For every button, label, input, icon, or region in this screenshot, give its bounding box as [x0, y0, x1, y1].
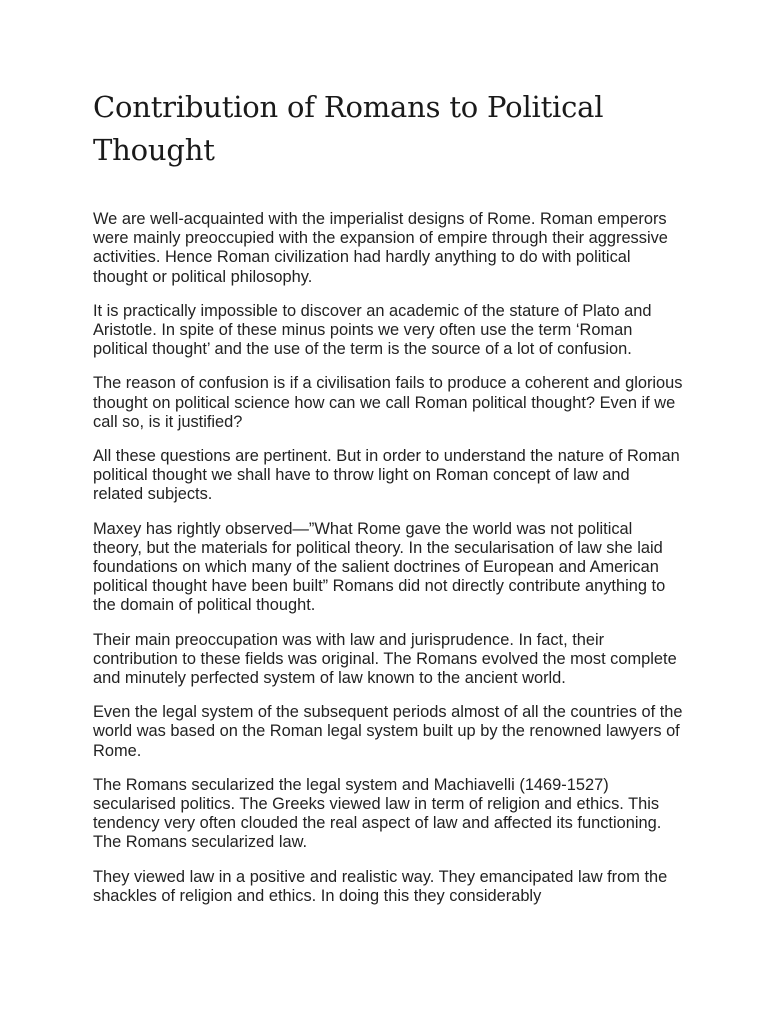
paragraph-1: We are well-acquainted with the imperialist designs of Rome. Roman emperors were mainly preoccupied with the expansion of empire through their aggressive activities. Hence Roman civilization had hardly anything to do with political thought or political philosophy.	[93, 210, 668, 286]
paragraph-6: Their main preoccupation was with law and jurisprudence. In fact, their contribution to these fields was original. The Romans evolved the most complete and minutely perfected system of law known to the ancient world.	[93, 630, 677, 688]
paragraph-7: Even the legal system of the subsequent periods almost of all the countries of the world was based on the Roman legal system built up by the renowned lawyers of Rome.	[93, 703, 683, 760]
paragraph-9: They viewed law in a positive and realistic way. They emancipated law from the shackles of religion and ethics. In doing this they considerably	[93, 867, 668, 905]
paragraph-8: The Romans secularized the legal system and Machiavelli (1469-1527) secularised politics. The Greeks viewed law in term of religion and ethics. This tendency very often clouded the real aspect of law and affected its functioning. The Romans secularized law.	[93, 775, 662, 852]
paragraph-5: Maxey has rightly observed—”What Rome gave the world was not political theory, but the materials for political theory. In the secularisation of law she laid foundations on which many of the salient doctrines of European and American political thought have been built” Romans did not directly contribute anything to the domain of political thought.	[93, 519, 666, 615]
document-page	[93, 86, 683, 921]
paragraph-4: All these questions are pertinent. But in order to understand the nature of Roman political thought we shall have to throw light on Roman concept of law and related subjects.	[93, 447, 680, 504]
paragraph-2: It is practically impossible to discover an academic of the stature of Plato and Aristotle. In spite of these minus points we very often use the term ‘Roman political thought’ and the use of the term is the source of a lot of confusion.	[93, 301, 652, 359]
paragraph-3: The reason of confusion is if a civilisation fails to produce a coherent and glorious thought on political science how can we call Roman political thought? Even if we call so, is it justified?	[93, 374, 683, 431]
document-title: Contribution of Romans to Political Thought	[93, 90, 604, 167]
